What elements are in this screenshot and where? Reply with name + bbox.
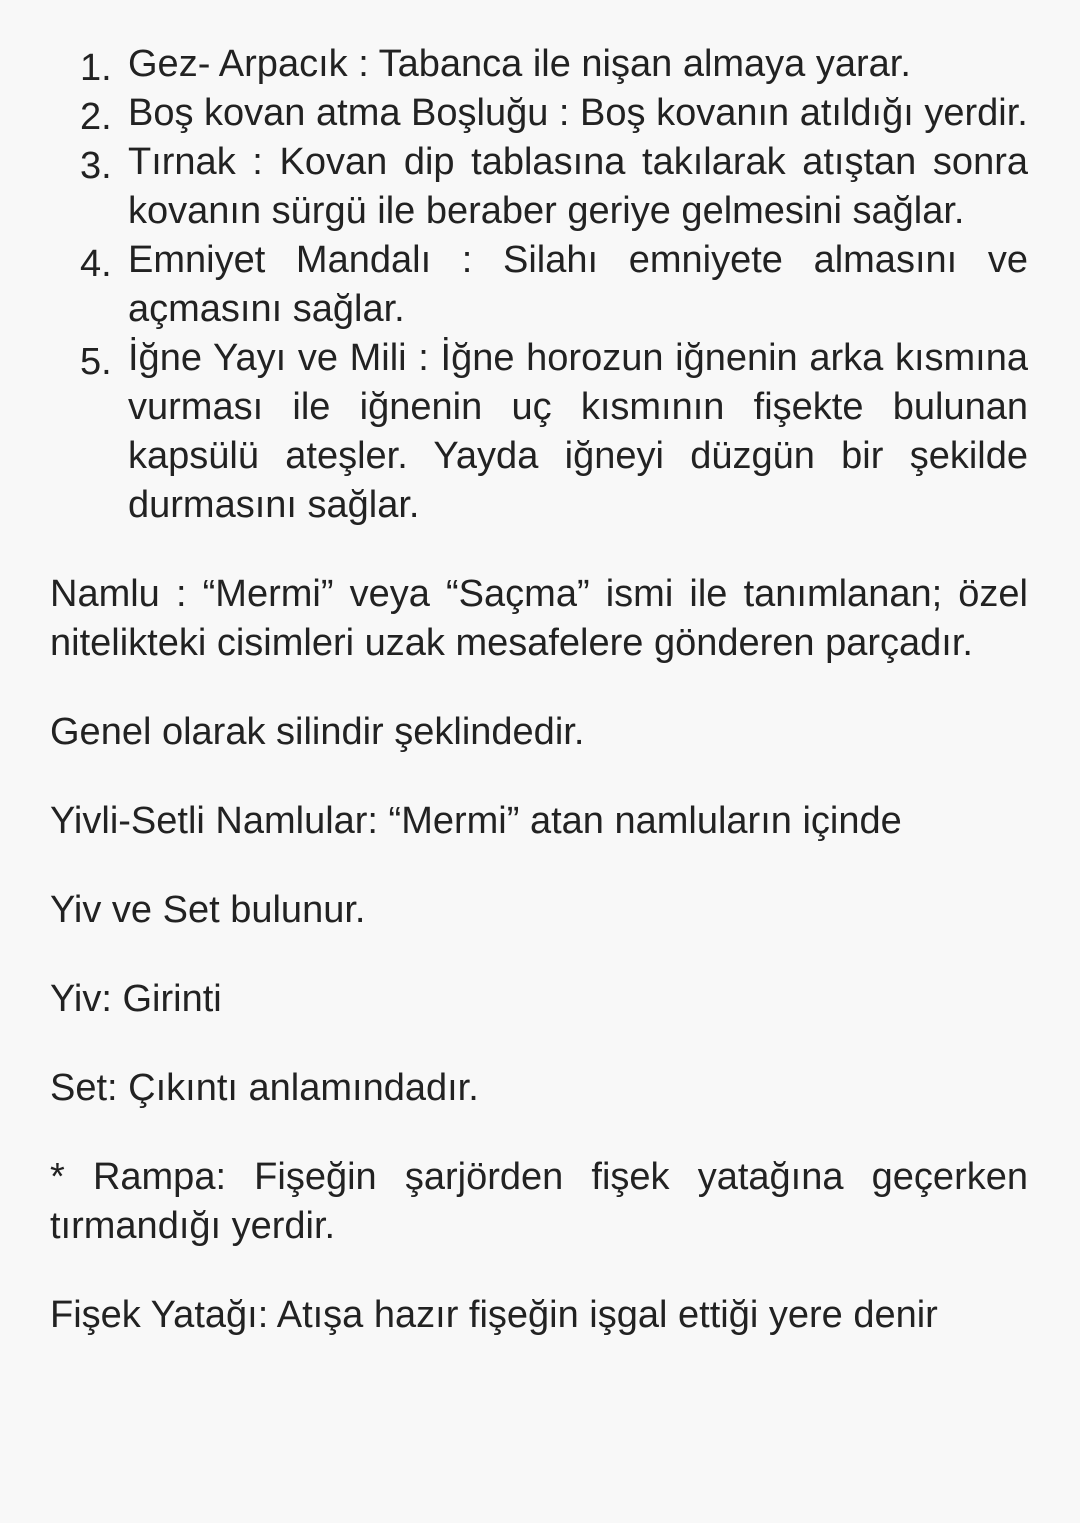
yiv-ve-set-paragraph: Yiv ve Set bulunur. bbox=[50, 889, 366, 931]
rampa-paragraph: * Rampa: Fişeğin şarjörden fişek yatağına geçerken tırmandığı yerdir. bbox=[50, 1156, 1028, 1247]
document-body bbox=[50, 40, 1028, 1340]
list-item bbox=[50, 334, 1028, 530]
list-item-number: 1. bbox=[80, 47, 112, 89]
set-paragraph: Set: Çıkıntı anlamındadır. bbox=[50, 1067, 479, 1109]
yivli-setli-paragraph: Yivli-Setli Namlular: “Mermi” atan namluların içinde bbox=[50, 800, 902, 842]
list-item-number: 4. bbox=[80, 243, 112, 285]
list-item bbox=[50, 236, 1028, 334]
list-item bbox=[50, 89, 1028, 138]
genel-paragraph: Genel olarak silindir şeklindedir. bbox=[50, 711, 585, 753]
list-item bbox=[50, 138, 1028, 236]
fisek-yatagi-paragraph: Fişek Yatağı: Atışa hazır fişeğin işgal ettiği yere denir bbox=[50, 1294, 938, 1336]
list-item bbox=[50, 40, 1028, 89]
list-item-text: İğne Yayı ve Mili : İğne horozun iğnenin arka kısmına vurması ile iğnenin uç kısmının fişekte bulunan kapsülü ateşler. Yayda iğneyi düzgün bir şekilde durmasını sağlar. bbox=[128, 337, 1028, 526]
list-item-number: 5. bbox=[80, 341, 112, 383]
namlu-paragraph: Namlu : “Mermi” veya “Saçma” ismi ile tanımlanan; özel nitelikteki cisimleri uzak mesafelere gönderen parçadır. bbox=[50, 573, 1028, 664]
list-item-text: Tırnak : Kovan dip tablasına takılarak atıştan sonra kovanın sürgü ile beraber geriye gelmesini sağlar. bbox=[128, 141, 1028, 232]
list-item-text: Boş kovan atma Boşluğu : Boş kovanın atıldığı yerdir. bbox=[128, 92, 1028, 134]
yiv-paragraph: Yiv: Girinti bbox=[50, 978, 222, 1020]
parts-list bbox=[50, 40, 1028, 530]
list-item-number: 3. bbox=[80, 145, 112, 187]
list-item-number: 2. bbox=[80, 96, 112, 138]
list-item-text: Emniyet Mandalı : Silahı emniyete almasını ve açmasını sağlar. bbox=[128, 239, 1028, 330]
list-item-text: Gez- Arpacık : Tabanca ile nişan almaya yarar. bbox=[128, 43, 911, 85]
